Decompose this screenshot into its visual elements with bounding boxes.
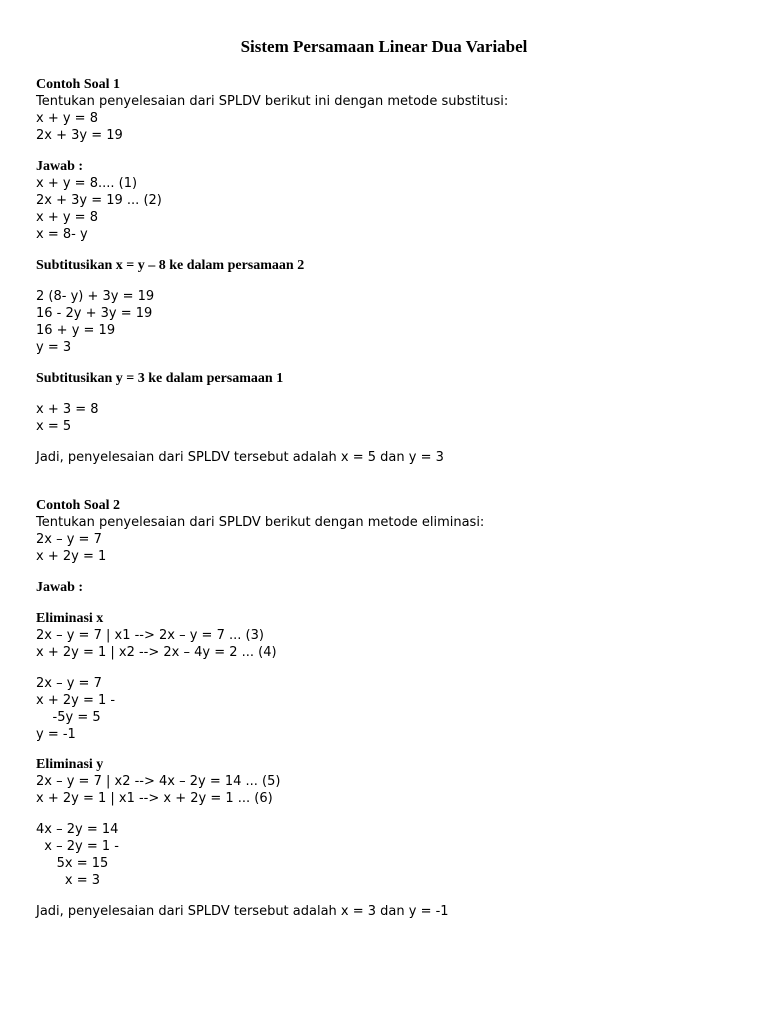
soal2-equation: 2x – y = 7 bbox=[36, 532, 102, 547]
soal1-sub2-step: x + 3 = 8 bbox=[36, 402, 99, 417]
soal1-step: x + y = 8.... (1) bbox=[36, 176, 138, 191]
soal2-equation: x + 2y = 1 bbox=[36, 549, 107, 564]
soal1-sub1-step: 16 + y = 19 bbox=[36, 323, 116, 338]
soal2-conclusion: Jadi, penyelesaian dari SPLDV tersebut adalah x = 3 dan y = -1 bbox=[36, 904, 449, 919]
soal1-sub1-step: 16 - 2y + 3y = 19 bbox=[36, 306, 153, 321]
soal2-prompt: Tentukan penyelesaian dari SPLDV berikut dengan metode eliminasi: bbox=[36, 515, 485, 530]
soal1-step: 2x + 3y = 19 ... (2) bbox=[36, 193, 162, 208]
soal2-elim-x-setup: 2x – y = 7 | x1 --> 2x – y = 7 ... (3) bbox=[36, 628, 264, 643]
soal2-elim-y-setup: x + 2y = 1 | x1 --> x + 2y = 1 ... (6) bbox=[36, 791, 273, 806]
soal1-sub1-step: 2 (8- y) + 3y = 19 bbox=[36, 289, 155, 304]
soal1-sub2-heading: Subtitusikan y = 3 ke dalam persamaan 1 bbox=[36, 371, 284, 386]
soal1-equation: x + y = 8 bbox=[36, 111, 98, 126]
soal1-sub1-heading: Subtitusikan x = y – 8 ke dalam persamaan 2 bbox=[36, 258, 305, 273]
page-title: Sistem Persamaan Linear Dua Variabel bbox=[240, 37, 528, 56]
soal1-jawab-label: Jawab : bbox=[36, 159, 84, 174]
soal2-jawab-label: Jawab : bbox=[36, 580, 84, 595]
soal1-conclusion: Jadi, penyelesaian dari SPLDV tersebut adalah x = 5 dan y = 3 bbox=[36, 450, 444, 465]
soal1-sub1-step: y = 3 bbox=[36, 340, 72, 355]
contoh-soal-1 bbox=[36, 76, 732, 466]
soal2-elim-y-work: x = 3 bbox=[36, 873, 101, 888]
soal1-prompt: Tentukan penyelesaian dari SPLDV berikut ini dengan metode substitusi: bbox=[36, 94, 509, 109]
soal2-elim-y-work: 5x = 15 bbox=[36, 856, 109, 871]
soal1-heading: Contoh Soal 1 bbox=[36, 77, 121, 92]
soal1-equation: 2x + 3y = 19 bbox=[36, 128, 123, 143]
soal2-elim-x-work: x + 2y = 1 - bbox=[36, 693, 116, 708]
contoh-soal-2 bbox=[36, 497, 732, 920]
soal1-sub2-step: x = 5 bbox=[36, 419, 72, 434]
soal2-heading: Contoh Soal 2 bbox=[36, 498, 121, 513]
soal2-elim-y-heading: Eliminasi y bbox=[36, 757, 104, 772]
soal2-elim-x-setup: x + 2y = 1 | x2 --> 2x – 4y = 2 ... (4) bbox=[36, 645, 277, 660]
soal2-elim-x-work: y = -1 bbox=[36, 727, 76, 742]
soal2-elim-y-work: x – 2y = 1 - bbox=[36, 839, 119, 854]
soal2-elim-y-setup: 2x – y = 7 | x2 --> 4x – 2y = 14 ... (5) bbox=[36, 774, 281, 789]
soal2-elim-y-work: 4x – 2y = 14 bbox=[36, 822, 119, 837]
soal2-elim-x-work: 2x – y = 7 bbox=[36, 676, 102, 691]
soal1-step: x = 8- y bbox=[36, 227, 88, 242]
soal2-elim-x-work: -5y = 5 bbox=[36, 710, 101, 725]
soal1-step: x + y = 8 bbox=[36, 210, 98, 225]
soal2-elim-x-heading: Eliminasi x bbox=[36, 611, 104, 626]
